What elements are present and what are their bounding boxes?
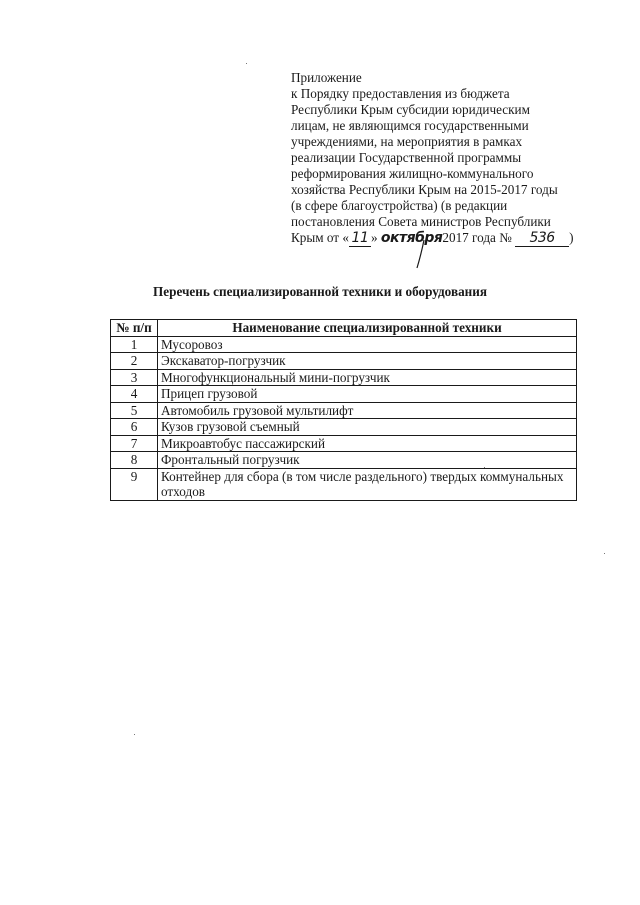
appendix-line: постановления Совета министров Республики	[291, 214, 551, 229]
table-row	[111, 369, 577, 386]
appendix-block	[291, 70, 621, 247]
row-number: 4	[111, 386, 158, 403]
scan-speck	[484, 467, 485, 468]
appendix-line: к Порядку предоставления из бюджета	[291, 86, 510, 101]
date-day-close: »	[370, 230, 378, 245]
row-name: Мусоровоз	[158, 336, 577, 353]
equipment-table	[110, 319, 577, 501]
row-number: 3	[111, 369, 158, 386]
appendix-line: реализации Государственной программы	[291, 150, 522, 165]
row-name: Микроавтобус пассажирский	[158, 435, 577, 452]
row-name: Автомобиль грузовой мультилифт	[158, 402, 577, 419]
handwritten-month: октября	[380, 230, 443, 246]
table-row	[111, 435, 577, 452]
table-row	[111, 353, 577, 370]
table-row	[111, 452, 577, 469]
row-number: 6	[111, 419, 158, 436]
appendix-line: Республики Крым субсидии юридическим	[291, 102, 530, 117]
appendix-line: реформирования жилищно-коммунального	[291, 166, 534, 181]
row-name: Прицеп грузовой	[158, 386, 577, 403]
row-number: 9	[111, 468, 158, 500]
appendix-line: лицам, не являющимся государственными	[291, 118, 529, 133]
scan-speck	[134, 734, 135, 735]
table-header-row	[111, 320, 577, 337]
table-row	[111, 402, 577, 419]
appendix-line: Приложение	[291, 70, 362, 85]
row-number: 5	[111, 402, 158, 419]
document-title: Перечень специализированной техники и оборудования	[153, 284, 487, 299]
date-year-text: 2017 года №	[442, 230, 512, 245]
appendix-line: учреждениями, на мероприятия в рамках	[291, 134, 523, 149]
table-row	[111, 419, 577, 436]
row-name: Контейнер для сбора (в том числе раздельного) твердых коммунальных отходов	[158, 468, 577, 500]
table-row	[111, 336, 577, 353]
table-row	[111, 386, 577, 403]
column-header-number: № п/п	[111, 320, 158, 337]
scan-speck	[246, 63, 247, 64]
scan-speck	[604, 553, 605, 554]
row-name: Многофункциональный мини-погрузчик	[158, 369, 577, 386]
table-row	[111, 468, 577, 500]
date-close: )	[569, 230, 574, 245]
handwritten-resolution-number: 536	[515, 230, 569, 247]
row-number: 2	[111, 353, 158, 370]
handwritten-stroke-icon	[414, 238, 428, 270]
appendix-line: (в сфере благоустройства) (в редакции	[291, 198, 508, 213]
row-name: Фронтальный погрузчик	[158, 452, 577, 469]
appendix-line: хозяйства Республики Крым на 2015-2017 годы	[291, 182, 558, 197]
date-prefix: Крым от «	[291, 230, 349, 245]
row-number: 7	[111, 435, 158, 452]
resolution-date-line	[291, 230, 621, 247]
row-name: Экскаватор-погрузчик	[158, 353, 577, 370]
row-name: Кузов грузовой съемный	[158, 419, 577, 436]
column-header-name: Наименование специализированной техники	[158, 320, 577, 337]
handwritten-day: 11	[349, 230, 371, 247]
row-number: 8	[111, 452, 158, 469]
row-number: 1	[111, 336, 158, 353]
